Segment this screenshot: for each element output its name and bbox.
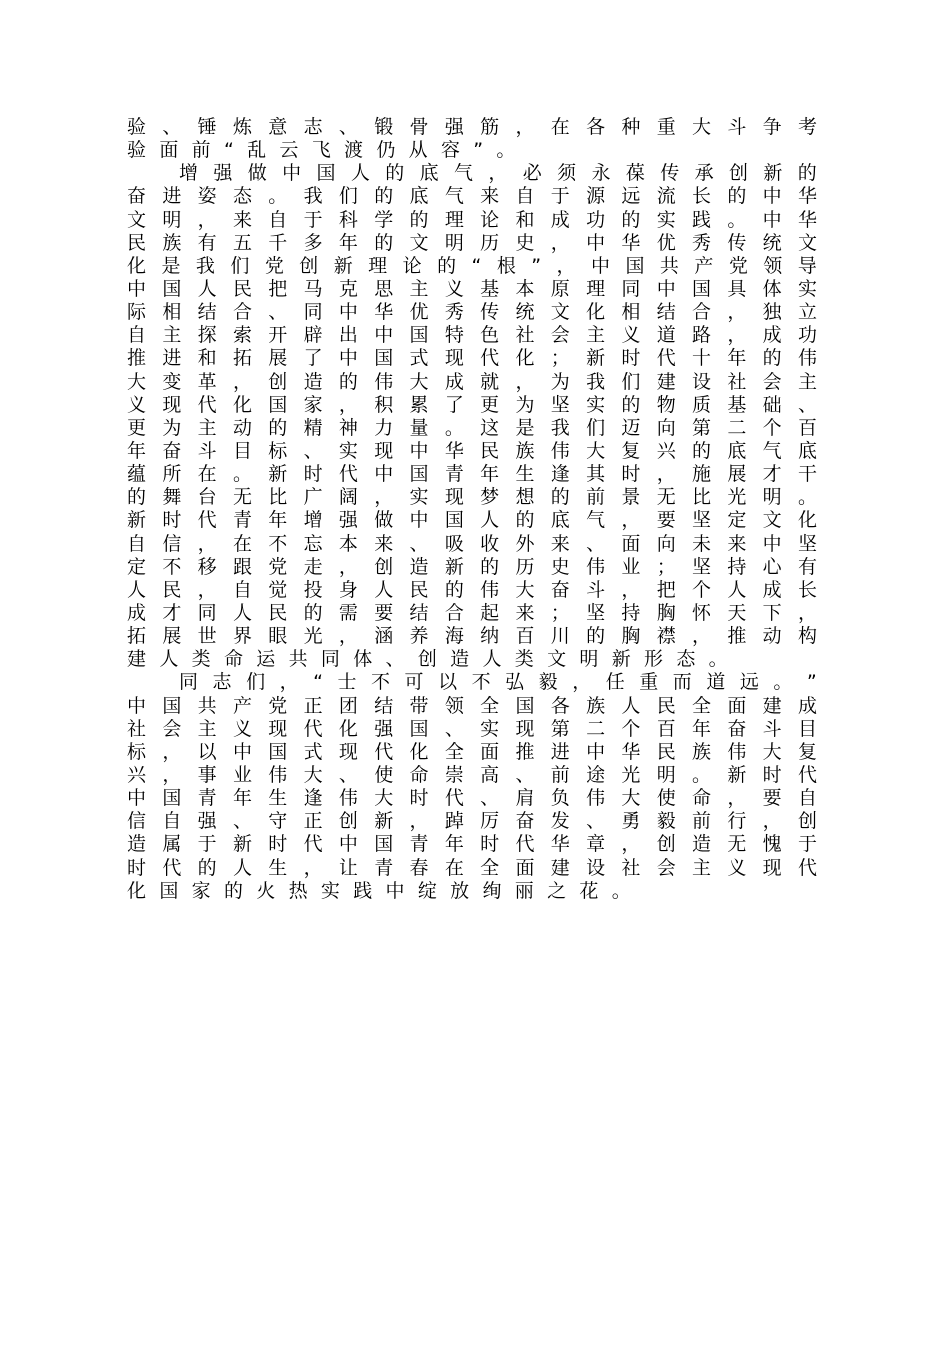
text-line: 年 奋 斗 目 标 、 实 现 中 华 民 族 伟 大 复 兴 的 底 气 底 (127, 439, 817, 462)
text-line: 民 族 有 五 千 多 年 的 文 明 历 史 ， 中 华 优 秀 传 统 文 (127, 231, 817, 254)
text-line: 化 国 家 的 火 热 实 践 中 绽 放 绚 丽 之 花 。 (127, 879, 631, 902)
text-line: 定 不 移 跟 党 走 ， 创 造 新 的 历 史 伟 业 ； 坚 持 心 有 (127, 555, 817, 578)
text-line: 成 才 同 人 民 的 需 要 结 合 起 来 ； 坚 持 胸 怀 天 下 ， (127, 601, 817, 624)
text-line: 拓 展 世 界 眼 光 ， 涵 养 海 纳 百 川 的 胸 襟 ， 推 动 构 (127, 625, 817, 648)
text-line: 验 面 前 “ 乱 云 飞 渡 仍 从 容 ” 。 (127, 139, 516, 162)
text-line: 中 国 共 产 党 正 团 结 带 领 全 国 各 族 人 民 全 面 建 成 (127, 694, 817, 717)
text-line: 信 自 强 、 守 正 创 新 ， 踔 厉 奋 发 、 勇 毅 前 行 ， 创 (127, 810, 817, 833)
text-line: 造 属 于 新 时 代 中 国 青 年 时 代 华 章 ， 创 造 无 愧 于 (127, 833, 817, 856)
text-line: 中 国 人 民 把 马 克 思 主 义 基 本 原 理 同 中 国 具 体 实 (127, 277, 817, 300)
body-text (127, 116, 817, 903)
text-line: 中 国 青 年 生 逢 伟 大 时 代 、 肩 负 伟 大 使 命 ， 要 自 (127, 787, 817, 810)
text-line: 建 人 类 命 运 共 同 体 、 创 造 人 类 文 明 新 形 态 。 (127, 648, 728, 671)
text-line: 人 民 ， 自 觉 投 身 人 民 的 伟 大 奋 斗 ， 把 个 人 成 长 (127, 578, 817, 601)
text-line: 自 主 探 索 开 辟 出 中 国 特 色 社 会 主 义 道 路 ， 成 功 (127, 324, 817, 347)
text-line: 增 强 做 中 国 人 的 底 气 ， 必 须 永 葆 传 承 创 新 的 (179, 162, 817, 185)
text-line: 兴 ， 事 业 伟 大 、 使 命 崇 高 、 前 途 光 明 。 新 时 代 (127, 763, 817, 786)
text-line: 标 ， 以 中 国 式 现 代 化 全 面 推 进 中 华 民 族 伟 大 复 (127, 740, 817, 763)
text-line: 验 、 锤 炼 意 志 、 锻 骨 强 筋 ， 在 各 种 重 大 斗 争 考 (127, 116, 817, 138)
text-line: 文 明 ， 来 自 于 科 学 的 理 论 和 成 功 的 实 践 。 中 华 (127, 208, 817, 231)
text-line: 义 现 代 化 国 家 ， 积 累 了 更 为 坚 实 的 物 质 基 础 、 (127, 393, 817, 416)
text-line: 奋 进 姿 态 。 我 们 的 底 气 来 自 于 源 远 流 长 的 中 华 (127, 185, 817, 208)
text-line: 社 会 主 义 现 代 化 强 国 、 实 现 第 二 个 百 年 奋 斗 目 (127, 717, 817, 740)
text-line: 化 是 我 们 党 创 新 理 论 的 “ 根 ” ， 中 国 共 产 党 领 导 (127, 254, 817, 277)
text-line: 大 变 革 ， 创 造 的 伟 大 成 就 ， 为 我 们 建 设 社 会 主 (127, 370, 817, 393)
text-line: 际 相 结 合 、 同 中 华 优 秀 传 统 文 化 相 结 合 ， 独 立 (127, 301, 817, 324)
text-line: 的 舞 台 无 比 广 阔 ， 实 现 梦 想 的 前 景 无 比 光 明 。 (127, 486, 817, 509)
text-line: 自 信 ， 在 不 忘 本 来 、 吸 收 外 来 、 面 向 未 来 中 坚 (127, 532, 817, 555)
text-line: 时 代 的 人 生 ， 让 青 春 在 全 面 建 设 社 会 主 义 现 代 (127, 856, 817, 879)
text-line: 新 时 代 青 年 增 强 做 中 国 人 的 底 气 ， 要 坚 定 文 化 (127, 509, 817, 532)
text-line: 推 进 和 拓 展 了 中 国 式 现 代 化 ； 新 时 代 十 年 的 伟 (127, 347, 817, 370)
text-line: 更 为 主 动 的 精 神 力 量 。 这 是 我 们 迈 向 第 二 个 百 (127, 416, 817, 439)
text-line: 同 志 们 ， “ 士 不 可 以 不 弘 毅 ， 任 重 而 道 远 。 ” (179, 671, 817, 694)
text-line: 蕴 所 在 。 新 时 代 中 国 青 年 生 逢 其 时 ， 施 展 才 干 (127, 463, 817, 486)
